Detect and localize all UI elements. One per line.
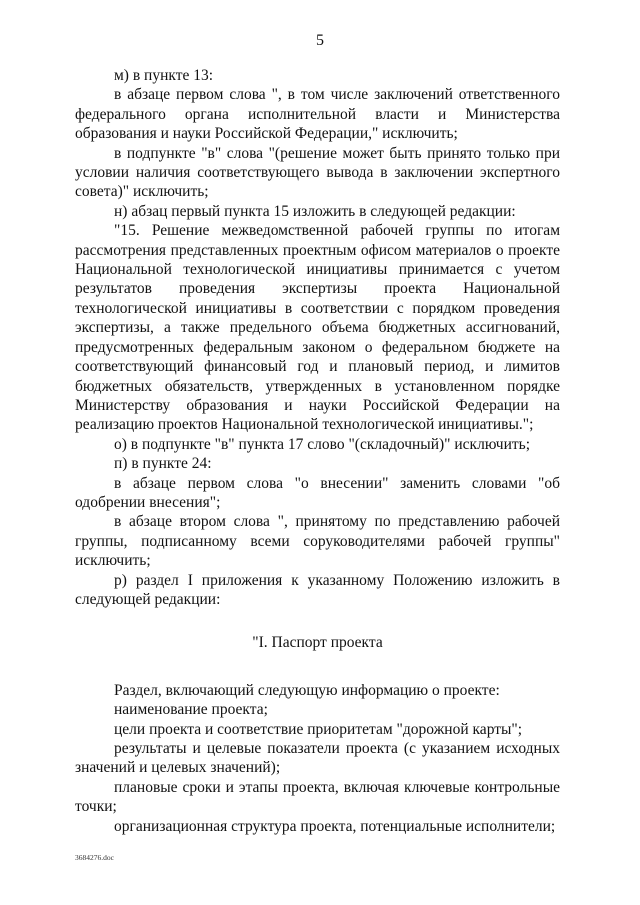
paragraph: в абзаце первом слова "о внесении" заменить словами "об одобрении внесения";: [75, 474, 560, 511]
paragraph: Раздел, включающий следующую информацию о проекте:: [114, 681, 500, 699]
paragraph: о) в подпункте "в" пункта 17 слово "(складочный)" исключить;: [114, 435, 531, 453]
page-number: 5: [316, 32, 324, 49]
file-name-footer: 3684276.doc: [75, 853, 114, 862]
paragraph: организационная структура проекта, потенциальные исполнители;: [114, 817, 556, 835]
paragraph: "15. Решение межведомственной рабочей группы по итогам рассмотрения представленных проектным офисом материалов о проекте Национальной технологической инициативы принимается с учетом результатов проведения экспертизы проекта Национальной технологической инициативы в соответствии с порядком проведения экспертизы, а также предельного объема бюджетных ассигнований, предусмотренных федеральным законом о федеральном бюджете на соответствующий финансовый год и плановый период, и лимитов бюджетных обязательств, утвержденных в установленном порядке Министерству образования и науки Российской Федерации на реализацию проектов Национальной технологической инициативы.";: [75, 222, 560, 434]
paragraph: в абзаце втором слова ", принятому по представлению рабочей группы, подписанному всеми соруководителями рабочей группы" исключить;: [75, 513, 560, 570]
paragraph: р) раздел I приложения к указанному Положению изложить в следующей редакции:: [75, 571, 560, 608]
section-heading: "I. Паспорт проекта: [252, 634, 383, 652]
paragraph: п) в пункте 24:: [114, 455, 212, 473]
paragraph: плановые сроки и этапы проекта, включая ключевые контрольные точки;: [75, 778, 560, 816]
paragraph: цели проекта и соответствие приоритетам "дорожной карты";: [114, 720, 523, 738]
paragraph: наименование проекта;: [114, 701, 268, 719]
paragraph: м) в пункте 13:: [114, 67, 214, 84]
paragraph: н) абзац первый пункта 15 изложить в следующей редакции:: [114, 202, 516, 220]
paragraph: в абзаце первом слова ", в том числе заключений ответственного федерального органа исполнительной власти и Министерства образования и науки Российской Федерации," исключить;: [75, 86, 560, 143]
document-body: [75, 66, 560, 836]
paragraph: в подпункте "в" слова "(решение может быть принято только при условии наличия соответствующего вывода в заключении экспертного совета)" исключить;: [75, 144, 560, 201]
paragraph: результаты и целевые показатели проекта (с указанием исходных значений и целевых значений);: [75, 740, 560, 777]
